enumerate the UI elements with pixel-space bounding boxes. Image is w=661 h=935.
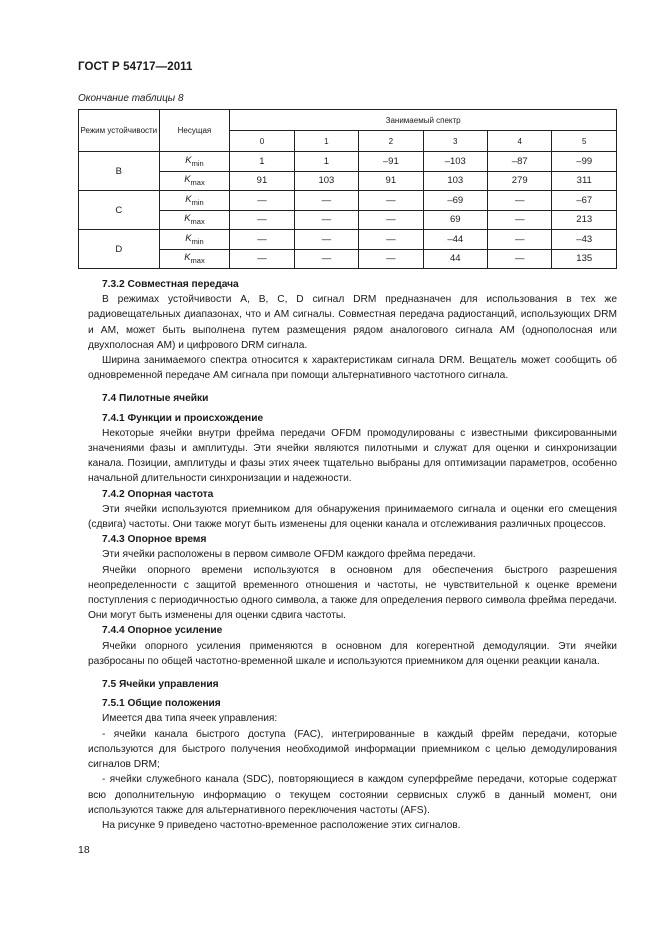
standard-header-title: ГОСТ Р 54717—2011 [78,61,193,73]
paragraph: В режимах устойчивости A, B, C, D сигнал DRM предназначен для использования в тех же радиовещательных диапазонах, что и АМ сигналы. Совместная передача радиостанций, использующих DRM и АМ, может быть выполнена путем размещения рядом аналогового сигнала АМ (однополосная или двухполосная АМ) и цифрового DRM сигнала. [88,294,617,351]
mode-cell: D [79,230,160,269]
value-cell: — [488,230,552,250]
table-row [79,210,617,230]
value-cell: — [488,191,552,211]
value-cell: –99 [552,152,617,172]
section-7-4-2-heading: 7.4.2 Опорная частота [102,488,214,500]
value-cell: — [359,210,423,230]
value-cell: 135 [552,249,617,269]
section-7-4-3-heading: 7.4.3 Опорное время [102,534,207,546]
value-cell: 279 [488,171,552,191]
value-cell: 103 [294,171,358,191]
header-spectrum-3: 3 [423,131,487,152]
body-text [88,277,617,833]
paragraph: Ширина занимаемого спектра относится к характеристикам сигнала DRM. Вещатель может сообщить об одновременной передаче АМ сигнала при помощи альтернативного частотного сигнала. [88,355,617,382]
value-cell: — [488,249,552,269]
mode-cell: B [79,152,160,191]
value-cell: — [230,230,294,250]
list-item: - ячейки канала быстрого доступа (FAC), интегрированные в каждый фрейм передачи, которые используются для быстрого получения необходимой информации приемником с целью демодулирования сигналов DRM; [88,728,617,771]
carrier-cell: $K_{min}$ [159,152,230,172]
header-mode: Режим устойчивости [79,110,160,152]
mode-cell: C [79,191,160,230]
paragraph: Некоторые ячейки внутри фрейма передачи OFDM промодулированы с известными фиксированными значениями фазы и амплитуды. Эти ячейки являются пилотными и служат для оценки и синхронизации канала. Позиции, амплитуды и фазы этих ячеек тщательно выбраны для оптимизации параметров, особенно начальной длительности синхронизации и надежности. [88,427,617,485]
value-cell: — [230,210,294,230]
value-cell: 91 [359,171,423,191]
section-7-4-1-heading: 7.4.1 Функции и происхождение [102,412,264,424]
value-cell: 1 [294,152,358,172]
section-7-4-4-heading: 7.4.4 Опорное усиление [102,625,223,637]
value-cell: 1 [230,152,294,172]
value-cell: 69 [423,210,487,230]
header-spectrum: Занимаемый спектр [230,110,617,131]
header-spectrum-0: 0 [230,131,294,152]
page-number: 18 [78,844,90,856]
value-cell: 213 [552,210,617,230]
paragraph: Имеется два типа ячеек управления: [102,713,278,725]
value-cell: — [230,191,294,211]
value-cell: — [359,230,423,250]
paragraph: Ячейки опорного времени используются в основном для обеспечения быстрого разрешения неопределенности с защитой временного отношения и частоты, не чувствительной к оценке времени поступления с периодичностью одного символа, а также для определения первого символа фрейма передачи. Они могут быть изменены для оценки сдвига частоты. [88,564,617,622]
value-cell: –44 [423,230,487,250]
value-cell: 91 [230,171,294,191]
list-item: - ячейки служебного канала (SDC), повторяющиеся в каждом суперфрейме передачи, которые содержат всю дополнительную информацию о текущем состоянии сервисных служб в данный момент, они используются также для альтернативного переключения частоты (AFS). [88,774,617,816]
carrier-cell: $K_{max}$ [159,249,230,269]
value-cell: –103 [423,152,487,172]
value-cell: — [294,191,358,211]
carrier-cell: $K_{max}$ [159,171,230,191]
value-cell: 44 [423,249,487,269]
value-cell: — [230,249,294,269]
section-7-3-2-heading: 7.3.2 Совместная передача [102,279,239,290]
paragraph: Эти ячейки используются приемником для обнаружения принимаемого сигнала и оценки его смещения (сдвига) частоты. Они также могут быть изменены для оценки канала и отслеживания различных процессов. [88,503,617,531]
value-cell: — [294,230,358,250]
carrier-cell: $K_{max}$ [159,210,230,230]
value-cell: –69 [423,191,487,211]
value-cell: — [488,210,552,230]
header-spectrum-4: 4 [488,131,552,152]
paragraph: На рисунке 9 приведено частотно-временное расположение этих сигналов. [102,819,461,831]
table-row [79,230,617,250]
paragraph: Эти ячейки расположены в первом символе OFDM каждого фрейма передачи. [102,549,476,561]
section-7-4-heading: 7.4 Пилотные ячейки [102,393,209,405]
header-spectrum-2: 2 [359,131,423,152]
value-cell: –67 [552,191,617,211]
value-cell: — [294,249,358,269]
section-7-5-1-heading: 7.5.1 Общие положения [102,698,221,710]
value-cell: — [294,210,358,230]
table-row [79,171,617,191]
carrier-cell: $K_{min}$ [159,230,230,250]
value-cell: 103 [423,171,487,191]
value-cell: — [359,191,423,211]
table-caption: Окончание таблицы 8 [78,93,184,104]
value-cell: — [359,249,423,269]
section-7-5-heading: 7.5 Ячейки управления [102,679,219,691]
paragraph: Ячейки опорного усиления применяются в основном для когерентной демодуляции. Эти ячейки разбросаны по общей частотно-временной шкале и используются приемником для оценки реакции канала. [88,640,617,667]
table-row [79,152,617,172]
value-cell: –91 [359,152,423,172]
value-cell: –43 [552,230,617,250]
header-spectrum-5: 5 [552,131,617,152]
header-carrier: Несущая [159,110,230,152]
value-cell: –87 [488,152,552,172]
spectrum-table [78,109,617,269]
table-row [79,249,617,269]
carrier-cell: $K_{min}$ [159,191,230,211]
table-row [79,191,617,211]
value-cell: 311 [552,171,617,191]
header-spectrum-1: 1 [294,131,358,152]
